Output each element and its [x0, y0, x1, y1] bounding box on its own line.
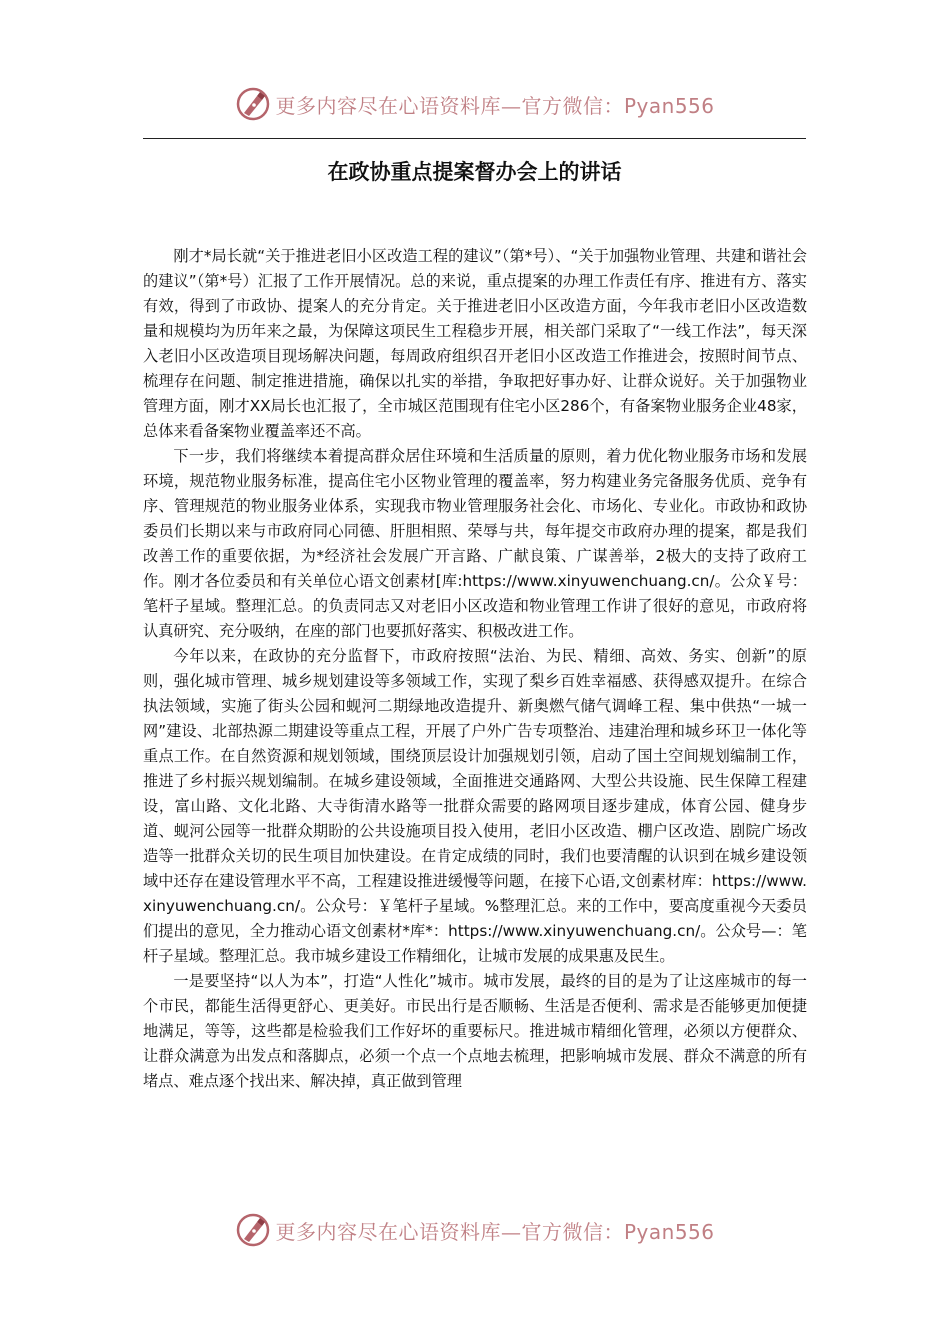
paragraph: 今年以来，在政协的充分监督下，市政府按照“法治、为民、精细、高效、务实、创新”的原则，强化城市管理、城乡规划建设等多领域工作，实现了梨乡百姓幸福感、获得感双提升。在综合执法领域，实施了街头公园和蚬河二期绿地改造提升、新奥燃气储气调峰工程、集中供热“一城一网”建设、北部热源二期建设等重点工程，开展了户外广告专项整治、违建治理和城乡环卫一体化等重点工作。在自然资源和规划领域，围绕顶层设计加强规划引领，启动了国土空间规划编制工作，推进了乡村振兴规划编制。在城乡建设领域，全面推进交通路网、大型公共设施、民生保障工程建设，富山路、文化北路、大寺街清水路等一批群众需要的路网项目逐步建成，体育公园、健身步道、蚬河公园等一批群众期盼的公共设施项目投入使用，老旧小区改造、棚户区改造、剧院广场改造等一批群众关切的民生项目加快建设。在肯定成绩的同时，我们也要清醒的认识到在城乡建设领域中还存在建设管理水平不高，工程建设推进缓慢等问题，在接下心语,文创素材库：https://www.xinyuwenchuang.cn/。公众号：￥笔杆子星域。%整理汇总。来的工作中，要高度重视今天委员们提出的意见，全力推动心语文创素材*库*：https://www.xinyuwenchuang.cn/。公众号—：笔杆子星域。整理汇总。我市城乡建设工作精细化，让城市发展的成果惠及民生。 [143, 647, 807, 965]
pen-nib-logo-icon [235, 86, 271, 122]
header-divider [143, 138, 806, 139]
document-body [143, 244, 807, 1094]
banner-text [275, 1216, 714, 1245]
pen-nib-logo-icon [235, 1212, 271, 1248]
page-title: 在政协重点提案督办会上的讲话 [327, 160, 622, 184]
header-banner [0, 80, 950, 128]
paragraph: 一是要坚持“以人为本”，打造“人性化”城市。城市发展，最终的目的是为了让这座城市的每一个市民，都能生活得更舒心、更美好。市民出行是否顺畅、生活是否便利、需求是否能够更加便捷地满足，等等，这些都是检验我们工作好坏的重要标尺。推进城市精细化管理，必须以方便群众、让群众满意为出发点和落脚点，必须一个点一个点地去梳理，把影响城市发展、群众不满意的所有堵点、难点逐个找出来、解决掉，真正做到管理 [143, 972, 807, 1090]
banner-text-cn: 更多内容尽在心语资料库—官方微信： [275, 93, 624, 118]
paragraph: 刚才*局长就“关于推进老旧小区改造工程的建议”（第*号）、“关于加强物业管理、共建和谐社会的建议”（第*号）汇报了工作开展情况。总的来说，重点提案的办理工作责任有序、推进有方、落实有效，得到了市政协、提案人的充分肯定。关于推进老旧小区改造方面，今年我市老旧小区改造数量和规模均为历年来之最，为保障这项民生工程稳步开展，相关部门采取了“一线工作法”，每天深入老旧小区改造项目现场解决问题，每周政府组织召开老旧小区改造工作推进会，按照时间节点、梳理存在问题、制定推进措施，确保以扎实的举措，争取把好事办好、让群众说好。关于加强物业管理方面，刚才XX局长也汇报了，全市城区范围现有住宅小区286个，有备案物业服务企业48家，总体来看备案物业覆盖率还不高。 [143, 247, 807, 440]
paragraph: 下一步，我们将继续本着提高群众居住环境和生活质量的原则，着力优化物业服务市场和发展环境，规范物业服务标准，提高住宅小区物业管理的覆盖率，努力构建业务完备服务优质、竞争有序、管理规范的物业服务业体系，实现我市物业管理服务社会化、市场化、专业化。市政协和政协委员们长期以来与市政府同心同德、肝胆相照、荣辱与共，每年提交市政府办理的提案，都是我们改善工作的重要依据，为*经济社会发展广开言路、广献良策、广谋善举，2极大的支持了政府工作。刚才各位委员和有关单位心语文创素材[库:https://www.xinyuwenchuang.cn/。公众￥号：笔杆子星域。整理汇总。的负责同志又对老旧小区改造和物业管理工作讲了很好的意见，市政府将认真研究、充分吸纳，在座的部门也要抓好落实、积极改进工作。 [143, 447, 807, 640]
banner-text [275, 90, 714, 119]
footer-banner [0, 1206, 950, 1254]
banner-text-cn: 更多内容尽在心语资料库—官方微信： [275, 1219, 624, 1244]
banner-wechat-id: Pyan556 [623, 1219, 715, 1244]
banner-wechat-id: Pyan556 [623, 93, 715, 118]
